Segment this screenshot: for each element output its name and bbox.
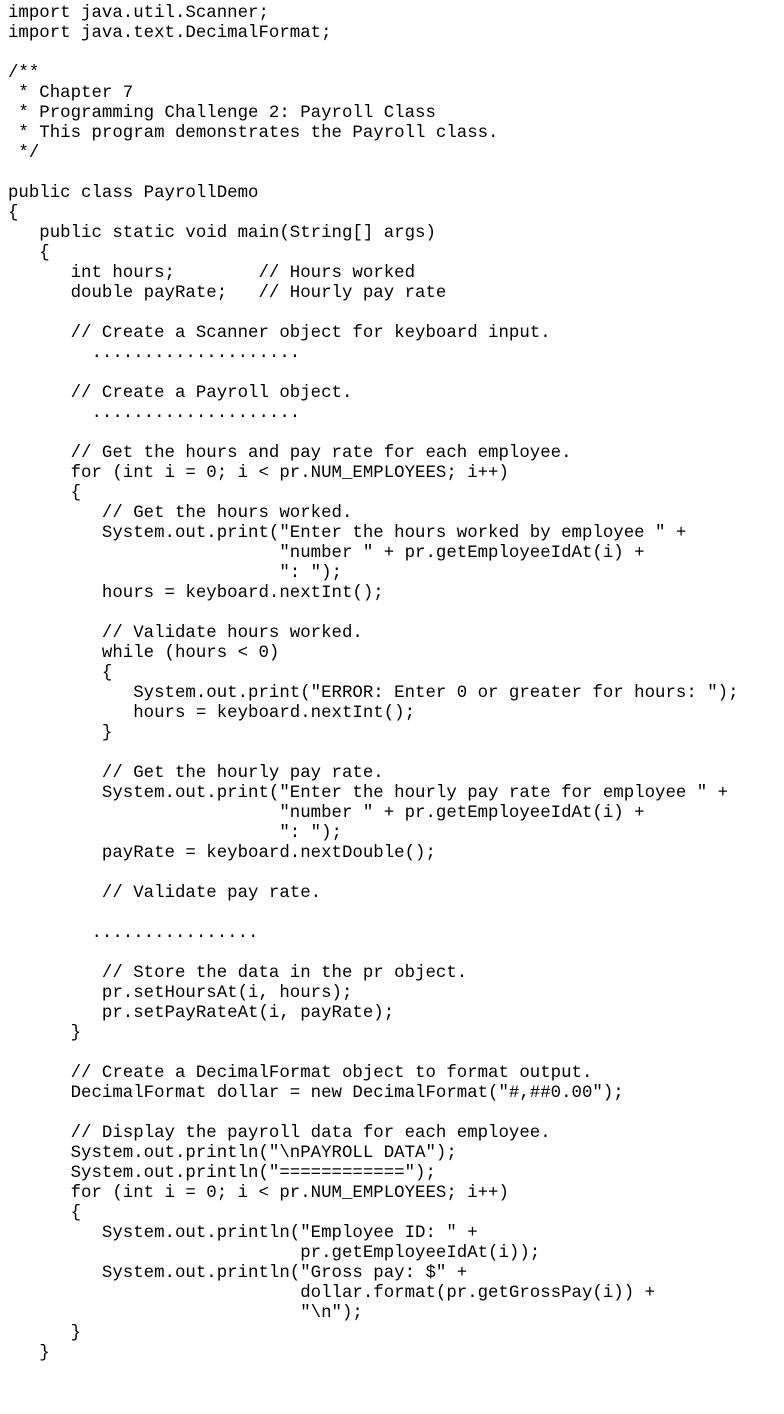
code-line: // Create a DecimalFormat object to format output. [8,1064,593,1083]
code-line: * Programming Challenge 2: Payroll Class [8,104,436,123]
code-line: { [8,1204,82,1223]
code-line: } [8,724,113,743]
code-line: public static void main(String[] args) [8,224,436,243]
code-line: // Validate pay rate. [8,884,322,903]
code-line: System.out.println("============"); [8,1164,436,1183]
code-line: System.out.print("Enter the hours worked by employee " + [8,524,687,543]
code-line: ": "); [8,824,342,843]
code-line: // Get the hours and pay rate for each employee. [8,444,572,463]
code-line: "number " + pr.getEmployeeIdAt(i) + [8,804,645,823]
code-line [8,44,739,64]
code-line [8,364,739,384]
code-line: // Display the payroll data for each employee. [8,1124,551,1143]
code-line: { [8,664,113,683]
code-line [8,944,739,964]
code-line: System.out.print("Enter the hourly pay rate for employee " + [8,784,729,803]
code-line: "\n"); [8,1304,363,1323]
code-line: hours = keyboard.nextInt(); [8,584,384,603]
code-line: pr.getEmployeeIdAt(i)); [8,1244,541,1263]
code-line [8,744,739,764]
code-line: payRate = keyboard.nextDouble(); [8,844,436,863]
code-line [8,604,739,624]
code-line: // Validate hours worked. [8,624,363,643]
code-line [8,164,739,184]
placeholder-blank-payroll: .................... [8,404,301,423]
code-line: System.out.println("Gross pay: $" + [8,1264,468,1283]
code-line [8,424,739,444]
code-line: DecimalFormat dollar = new DecimalFormat("#,##0.00"); [8,1084,624,1103]
code-line: dollar.format(pr.getGrossPay(i)) + [8,1284,656,1303]
code-line: { [8,484,82,503]
code-line: double payRate; // Hourly pay rate [8,284,447,303]
code-line: // Create a Payroll object. [8,384,353,403]
code-line: * Chapter 7 [8,84,134,103]
placeholder-blank-scanner: .................... [8,344,301,363]
code-line [8,864,739,884]
code-line: // Get the hours worked. [8,504,353,523]
code-line: import java.text.DecimalFormat; [8,24,332,43]
code-line: } [8,1024,82,1043]
code-line: pr.setPayRateAt(i, payRate); [8,1004,395,1023]
code-line: System.out.println("Employee ID: " + [8,1224,478,1243]
code-line: System.out.println("\nPAYROLL DATA"); [8,1144,457,1163]
code-line: "number " + pr.getEmployeeIdAt(i) + [8,544,645,563]
code-line: ": "); [8,564,342,583]
code-line: hours = keyboard.nextInt(); [8,704,416,723]
code-line: for (int i = 0; i < pr.NUM_EMPLOYEES; i++) [8,1184,509,1203]
code-line: { [8,244,50,263]
code-line: /** [8,64,40,83]
code-line: // Get the hourly pay rate. [8,764,384,783]
code-line [8,1104,739,1124]
code-line: * This program demonstrates the Payroll class. [8,124,499,143]
code-line: */ [8,144,40,163]
code-line: } [8,1324,82,1343]
code-listing [8,4,739,1364]
code-line: // Create a Scanner object for keyboard input. [8,324,551,343]
code-line: System.out.print("ERROR: Enter 0 or greater for hours: "); [8,684,739,703]
code-line: { [8,204,19,223]
code-line: // Store the data in the pr object. [8,964,468,983]
code-line: } [8,1344,50,1363]
code-line: public class PayrollDemo [8,184,259,203]
placeholder-blank-validation: ................ [8,924,259,943]
code-line: import java.util.Scanner; [8,4,269,23]
code-line [8,1044,739,1064]
code-line: while (hours < 0) [8,644,280,663]
code-line [8,304,739,324]
code-line: int hours; // Hours worked [8,264,416,283]
code-line: pr.setHoursAt(i, hours); [8,984,353,1003]
code-line: for (int i = 0; i < pr.NUM_EMPLOYEES; i++) [8,464,509,483]
code-line [8,904,739,924]
